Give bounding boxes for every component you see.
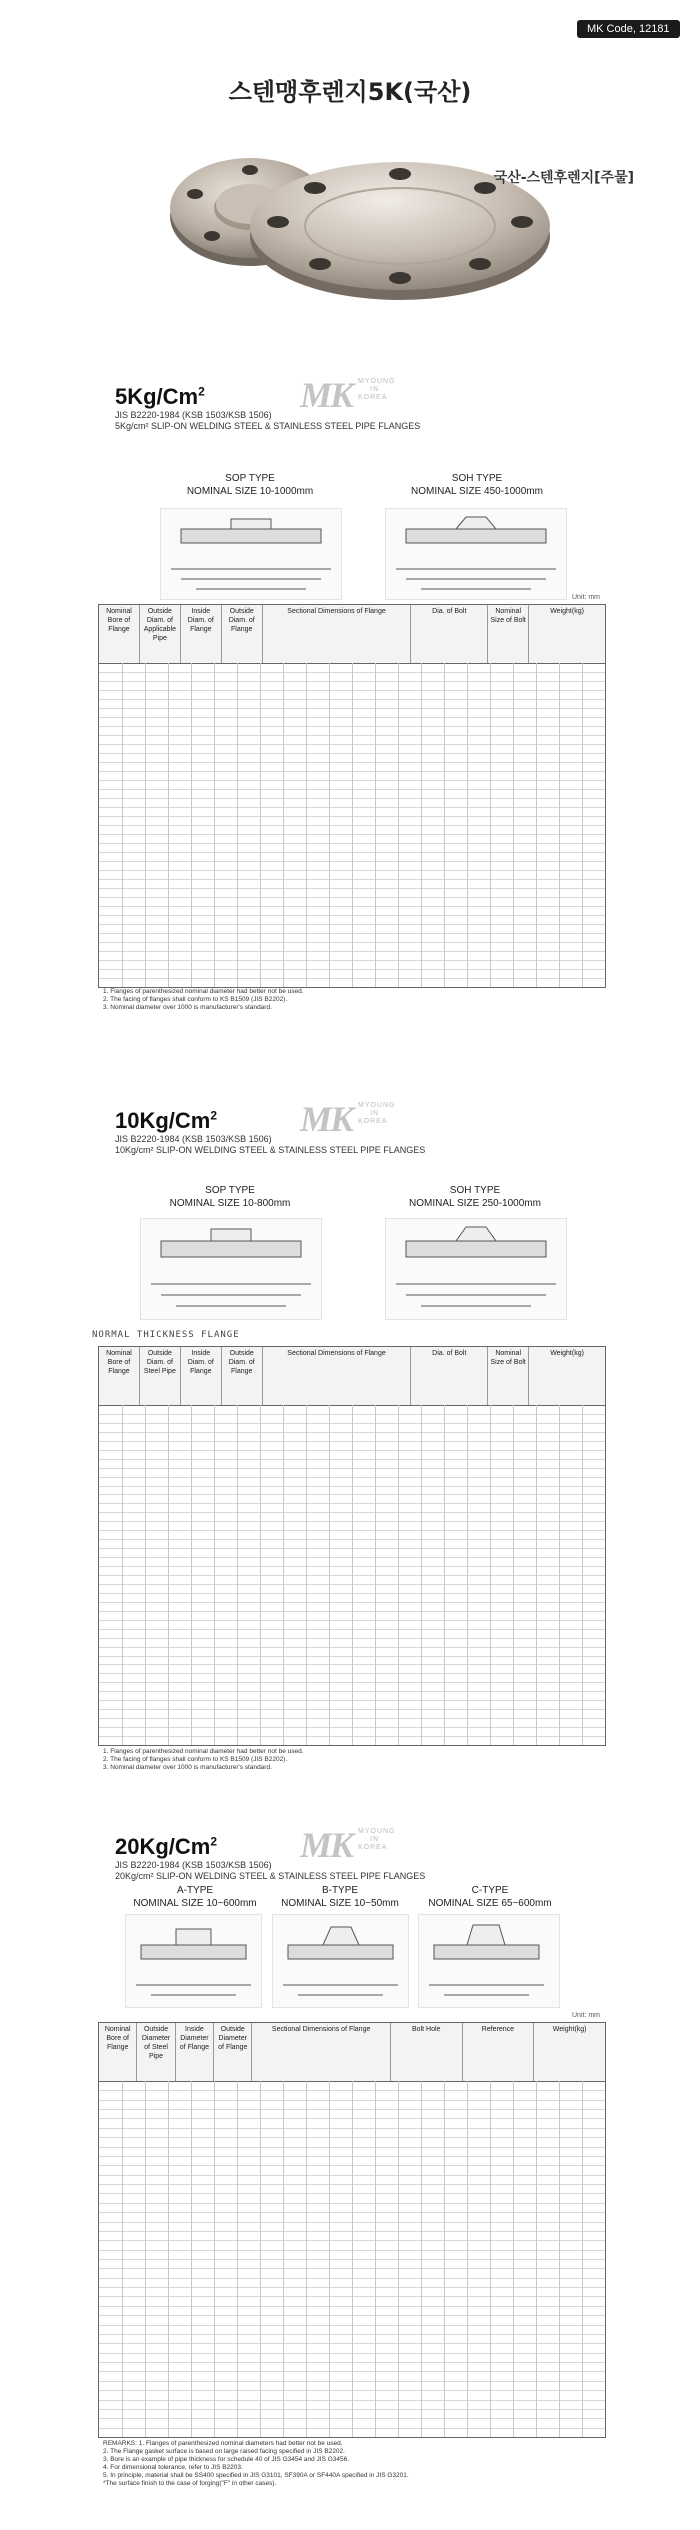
unit-label: Unit: mm [572, 594, 600, 601]
drawing-type: C-TYPE [471, 1885, 509, 1896]
sop-drawing-5k [160, 508, 342, 600]
b-type-drawing [272, 1914, 409, 2008]
table-column-divider [444, 663, 445, 987]
table-column-divider [283, 663, 284, 987]
drawing-title-soh-10k [390, 1184, 560, 1210]
dimension-table-10k [98, 1346, 606, 1746]
table-column-divider [237, 1405, 238, 1745]
column-header: Dia. of Bolt [411, 1347, 488, 1405]
section-title-sup: 2 [210, 1834, 218, 1849]
table-column-divider [214, 663, 215, 987]
flange-section-drawing [141, 1219, 321, 1319]
table-column-divider [398, 663, 399, 987]
section-title-10k [115, 1108, 217, 1134]
table-column-divider [513, 1405, 514, 1745]
table-notes-20k [103, 2440, 603, 2488]
drawing-size: NOMINAL SIZE 10~50mm [281, 1898, 399, 1909]
section-title-sup: 2 [198, 384, 205, 399]
logo-line: KOREA [358, 1118, 388, 1125]
table-column-divider [237, 663, 238, 987]
table-column-divider [283, 1405, 284, 1745]
standard-line: 10Kg/cm² SLIP-ON WELDING STEEL & STAINLESS STEEL PIPE FLANGES [115, 1145, 426, 1155]
drawing-title-sop-5k [170, 472, 330, 498]
table-column-divider [122, 2081, 123, 2437]
note-line: 1. Flanges of parenthesized nominal diameter had better not be used. [103, 988, 304, 995]
column-header: Outside Diam. of Flange [222, 1347, 263, 1405]
note-line: *The surface finish to the case of forging("F" in other cases). [103, 2480, 277, 2487]
photo-caption: 국산-스텐후렌지[주물] [493, 170, 634, 186]
note-line: 3. Nominal diameter over 1000 is manufacturer's standard. [103, 1764, 272, 1771]
table-column-divider [306, 1405, 307, 1745]
logo-mark: MK [300, 375, 353, 415]
table-column-divider [467, 1405, 468, 1745]
table-column-divider [536, 2081, 537, 2437]
logo-caption [358, 1102, 396, 1126]
column-header: Weight(kg) [552, 2026, 587, 2033]
table-column-divider [559, 1405, 560, 1745]
table-column-divider [329, 1405, 330, 1745]
drawing-size: NOMINAL SIZE 10~600mm [133, 1898, 257, 1909]
table-column-divider [329, 2081, 330, 2437]
logo-line: KOREA [358, 1844, 388, 1851]
standard-line: 5Kg/cm² SLIP-ON WELDING STEEL & STAINLESS STEEL PIPE FLANGES [115, 421, 421, 431]
drawing-size: NOMINAL SIZE 250-1000mm [409, 1198, 541, 1209]
table-column-divider [352, 2081, 353, 2437]
drawing-type: SOH TYPE [449, 1185, 501, 1196]
drawing-size: NOMINAL SIZE 10-1000mm [186, 486, 314, 497]
drawing-title-sop-10k [150, 1184, 310, 1210]
section-standard-20k [115, 1860, 425, 1882]
table-column-divider [375, 1405, 376, 1745]
column-header: Outside Diam. of Flange [222, 605, 263, 663]
table-column-divider [122, 1405, 123, 1745]
standard-line: JIS B2220-1984 (KSB 1503/KSB 1506) [115, 1860, 272, 1870]
section-title-text: 20Kg/Cm [115, 1834, 211, 1859]
logo-line: IN [370, 1836, 379, 1843]
table-column-divider [421, 1405, 422, 1745]
table-column-divider [122, 663, 123, 987]
drawing-type: SOP TYPE [205, 1185, 255, 1196]
mk-logo [300, 1098, 352, 1140]
section-title-20k [115, 1834, 217, 1860]
standard-line: JIS B2220-1984 (KSB 1503/KSB 1506) [115, 1134, 272, 1144]
table-column-divider [168, 2081, 169, 2437]
table-column-divider [145, 1405, 146, 1745]
table-column-divider [306, 2081, 307, 2437]
table-column-divider [536, 1405, 537, 1745]
table-column-divider [398, 2081, 399, 2437]
table-column-divider [513, 663, 514, 987]
column-header: Outside Diam. of Applicable Pipe [140, 605, 181, 663]
table-column-divider [490, 663, 491, 987]
standard-line: JIS B2220-1984 (KSB 1503/KSB 1506) [115, 410, 272, 420]
mk-logo [300, 374, 352, 416]
a-type-drawing [125, 1914, 262, 2008]
flange-section-drawing [273, 1915, 408, 2007]
table-column-divider [145, 663, 146, 987]
section-title-sup: 2 [210, 1108, 218, 1123]
table-column-divider [260, 1405, 261, 1745]
column-header: Sectional Dimensions of Flange [263, 1347, 412, 1405]
table-header [99, 2023, 605, 2082]
section-title-text: 10Kg/Cm [115, 1108, 211, 1133]
table-column-divider [582, 2081, 583, 2437]
column-header: Dia. of Bolt [411, 605, 488, 663]
section-title-text: 5Kg/Cm [115, 384, 199, 409]
logo-caption [358, 1828, 396, 1852]
column-header: Weight(kg) [550, 1350, 584, 1357]
logo-line: MYOUNG [358, 378, 396, 385]
column-header: Outside Diameter of Flange [214, 2023, 252, 2081]
note-line: 3. Bore is an example of pipe thickness for schedule 40 of JIS G3454 and JIS G3456. [103, 2456, 350, 2463]
table-column-divider [421, 663, 422, 987]
section-standard-5k [115, 410, 420, 432]
flange-section-drawing [386, 1219, 566, 1319]
table-column-divider [467, 663, 468, 987]
table-column-divider [191, 663, 192, 987]
drawing-type: A-TYPE [176, 1885, 214, 1896]
table-column-divider [145, 2081, 146, 2437]
c-type-drawing [418, 1914, 560, 2008]
table-column-divider [582, 663, 583, 987]
column-header: Inside Diam. of Flange [181, 605, 222, 663]
table-column-divider [214, 1405, 215, 1745]
drawing-size: NOMINAL SIZE 450-1000mm [411, 486, 543, 497]
standard-line: 20Kg/cm² SLIP-ON WELDING STEEL & STAINLESS STEEL PIPE FLANGES [115, 1871, 426, 1881]
table-column-divider [536, 663, 537, 987]
table-column-divider [375, 2081, 376, 2437]
table-column-divider [490, 2081, 491, 2437]
table-column-divider [375, 663, 376, 987]
logo-line: IN [370, 386, 379, 393]
blind-flange-illustration [150, 118, 570, 308]
flange-section-drawing [126, 1915, 261, 2007]
flange-section-drawing [386, 509, 566, 599]
table-column-divider [191, 2081, 192, 2437]
column-header: Weight(kg) [550, 608, 584, 615]
note-line: 1. Flanges of parenthesized nominal diameter had better not be used. [103, 1748, 304, 1755]
column-header: Nominal Bore of Flange [99, 605, 140, 663]
table-header [99, 605, 605, 664]
mk-code-badge: MK Code, 12181 [577, 20, 680, 38]
soh-drawing-5k [385, 508, 567, 600]
note-line: 5. In principle, material shall be SS400 specified in JIS G3101, SF390A or SF440A specified in JIS G3201. [103, 2472, 409, 2479]
section-standard-10k [115, 1134, 425, 1156]
column-header: Sectional Dimensions of Flange [252, 2023, 390, 2081]
logo-caption [358, 378, 396, 402]
column-header: Nominal Bore of Flange [99, 1347, 140, 1405]
table-column-divider [168, 1405, 169, 1745]
product-photo [150, 118, 570, 308]
column-header: Outside Diameter of Steel Pipe [137, 2023, 175, 2081]
note-line: REMARKS: 1. Flanges of parenthesized nominal diameters had better not be used. [103, 2440, 343, 2447]
table-column-divider [283, 2081, 284, 2437]
table-column-divider [444, 1405, 445, 1745]
mk-logo [300, 1824, 352, 1866]
flange-section-drawing [419, 1915, 559, 2007]
column-header: Bolt Hole [391, 2023, 463, 2081]
table-notes-5k [103, 988, 603, 1012]
unit-label: Unit: mm [572, 2012, 600, 2019]
note-line: 3. Nominal diameter over 1000 is manufacturer's standard. [103, 1004, 272, 1011]
table-column-divider [444, 2081, 445, 2437]
logo-line: KOREA [358, 394, 388, 401]
column-header: Outside Diam. of Steel Pipe [140, 1347, 181, 1405]
soh-drawing-10k [385, 1218, 567, 1320]
drawing-title-a-type [130, 1884, 260, 1910]
dimension-table-5k [98, 604, 606, 988]
drawing-title-c-type [420, 1884, 560, 1910]
drawing-size: NOMINAL SIZE 10-800mm [169, 1198, 291, 1209]
table-header [99, 1347, 605, 1406]
table-column-divider [490, 1405, 491, 1745]
table-column-divider [260, 663, 261, 987]
table-column-divider [237, 2081, 238, 2437]
dimension-table-20k [98, 2022, 606, 2438]
logo-line: MYOUNG [358, 1828, 396, 1835]
logo-mark: MK [300, 1825, 353, 1865]
table-column-divider [352, 1405, 353, 1745]
table-column-divider [191, 1405, 192, 1745]
note-line: 2. The facing of flanges shall conform to KS B1509 (JIS B2202). [103, 1756, 288, 1763]
drawing-type: B-TYPE [321, 1885, 359, 1896]
column-header: Sectional Dimensions of Flange [263, 605, 412, 663]
column-header: Inside Diameter of Flange [176, 2023, 214, 2081]
table-column-divider [168, 663, 169, 987]
drawing-title-soh-5k [392, 472, 562, 498]
drawing-type: SOP TYPE [225, 473, 275, 484]
table-column-divider [260, 2081, 261, 2437]
table-column-divider [306, 663, 307, 987]
column-header: Nominal Size of Bolt [488, 605, 529, 663]
table-column-divider [329, 663, 330, 987]
table-column-divider [352, 663, 353, 987]
table-column-divider [467, 2081, 468, 2437]
table-notes-10k [103, 1748, 603, 1772]
column-header: Nominal Size of Bolt [488, 1347, 529, 1405]
page-title: 스텐맹후렌지5K(국산) [228, 78, 472, 106]
column-header: Inside Diam. of Flange [181, 1347, 222, 1405]
sop-drawing-10k [140, 1218, 322, 1320]
note-line: 2. The facing of flanges shall conform to KS B1509 (JIS B2202). [103, 996, 288, 1003]
logo-line: MYOUNG [358, 1102, 396, 1109]
table-column-divider [559, 2081, 560, 2437]
logo-line: IN [370, 1110, 379, 1117]
table-column-divider [398, 1405, 399, 1745]
logo-mark: MK [300, 1099, 353, 1139]
section-title-5k [115, 384, 205, 410]
column-header: Reference [463, 2023, 535, 2081]
drawing-type: SOH TYPE [451, 473, 503, 484]
note-line: 4. For dimensional tolerance, refer to JIS B2203. [103, 2464, 243, 2471]
table-column-divider [214, 2081, 215, 2437]
drawing-title-b-type [275, 1884, 405, 1910]
table-column-divider [513, 2081, 514, 2437]
column-header: Nominal Bore of Flange [99, 2023, 137, 2081]
table-column-divider [582, 1405, 583, 1745]
table-column-divider [421, 2081, 422, 2437]
note-line: 2. The Flange gasket surface is based on large raised facing specified in JIS B2202. [103, 2448, 345, 2455]
table-column-divider [559, 663, 560, 987]
drawing-size: NOMINAL SIZE 65~600mm [428, 1898, 552, 1909]
thickness-label: NORMAL THICKNESS FLANGE [92, 1330, 240, 1340]
flange-section-drawing [161, 509, 341, 599]
